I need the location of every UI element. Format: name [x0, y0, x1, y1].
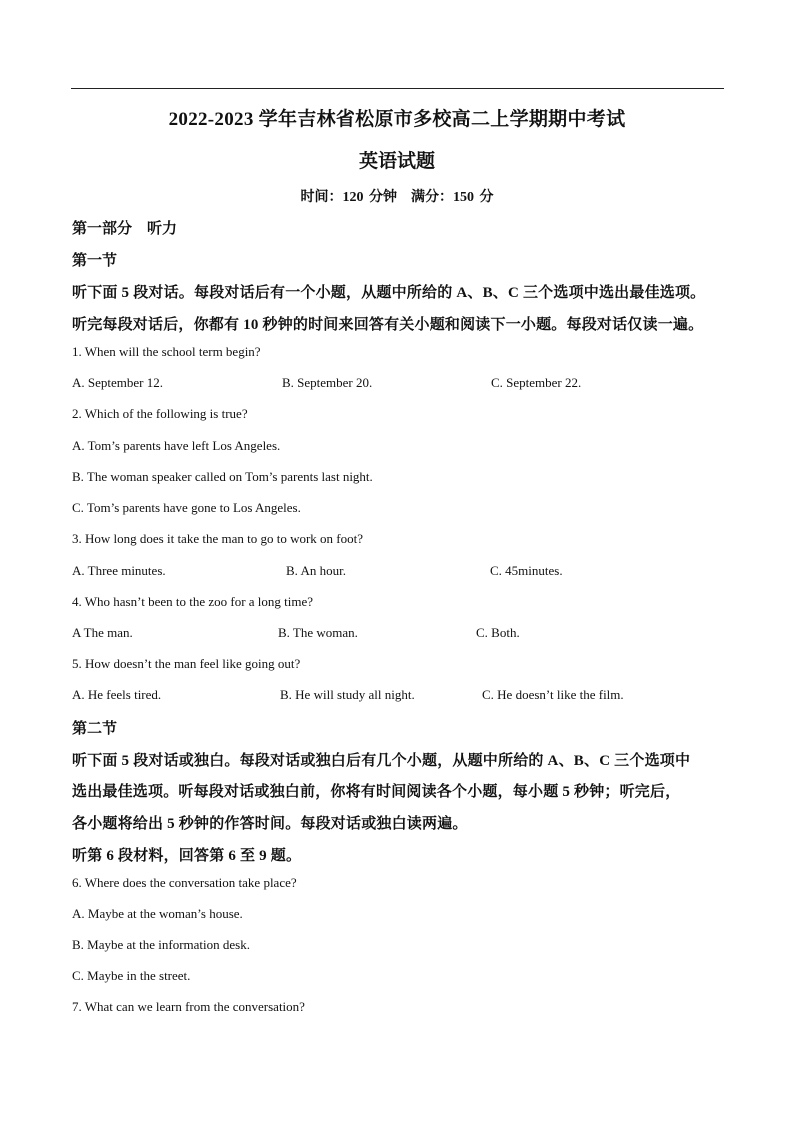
exam-time-info: 时间：120 分钟 满分：150 分 [300, 190, 494, 205]
option-a: A. Maybe at the woman’s house. [72, 906, 243, 921]
option-b: B. An hour. [286, 563, 346, 578]
option-c: C. Maybe in the street. [72, 968, 191, 983]
part1-heading: 第一部分 听力 [72, 221, 178, 237]
option-b: B. September 20. [282, 375, 373, 390]
question-text: 2. Which of the following is true? [72, 406, 248, 421]
section1-instruction-line: 听下面 5 段对话。每段对话后有一个小题，从题中所给的 A、B、C 三个选项中选出最佳选项。 [72, 285, 706, 301]
section2-heading: 第二节 [72, 721, 118, 737]
section2-instruction-line: 各小题将给出 5 秒钟的作答时间。每段对话或独白读两遍。 [72, 816, 468, 832]
exam-title: 2022-2023 学年吉林省松原市多校高二上学期期中考试 [168, 109, 626, 130]
question-text: 4. Who hasn’t been to the zoo for a long time? [72, 594, 314, 609]
option-a: A. Three minutes. [72, 563, 166, 578]
section2-instruction-line: 听下面 5 段对话或独白。每段对话或独白后有几个小题，从题中所给的 A、B、C 三个选项中 [72, 753, 691, 769]
section2-instruction-line: 选出最佳选项。听每段对话或独白前，你将有时间阅读各个小题，每小题 5 秒钟；听完后， [72, 784, 681, 800]
option-b: B. He will study all night. [280, 687, 415, 702]
option-a: A. He feels tired. [72, 687, 162, 702]
section1-heading: 第一节 [72, 253, 118, 269]
option-b: B. Maybe at the information desk. [72, 937, 250, 952]
material-note: 听第 6 段材料，回答第 6 至 9 题。 [72, 848, 302, 864]
option-a: A. Tom’s parents have left Los Angeles. [72, 438, 281, 453]
question-text: 5. How doesn’t the man feel like going out? [72, 656, 301, 671]
exam-subtitle: 英语试题 [358, 151, 435, 172]
question-text: 7. What can we learn from the conversation? [72, 999, 305, 1014]
option-c: C. He doesn’t like the film. [482, 687, 624, 702]
question-text: 3. How long does it take the man to go to work on foot? [72, 531, 364, 546]
option-c: C. 45minutes. [490, 563, 563, 578]
section1-instruction-line: 听完每段对话后，你都有 10 秒钟的时间来回答有关小题和阅读下一小题。每段对话仅读一遍。 [72, 317, 704, 333]
option-a: A The man. [72, 625, 133, 640]
option-c: C. Both. [476, 625, 520, 640]
question-text: 1. When will the school term begin? [72, 344, 261, 359]
option-c: C. September 22. [491, 375, 582, 390]
option-a: A. September 12. [72, 375, 163, 390]
option-b: B. The woman. [278, 625, 358, 640]
top-divider [71, 88, 724, 89]
question-text: 6. Where does the conversation take place? [72, 875, 297, 890]
option-c: C. Tom’s parents have gone to Los Angeles. [72, 500, 301, 515]
option-b: B. The woman speaker called on Tom’s parents last night. [72, 469, 373, 484]
